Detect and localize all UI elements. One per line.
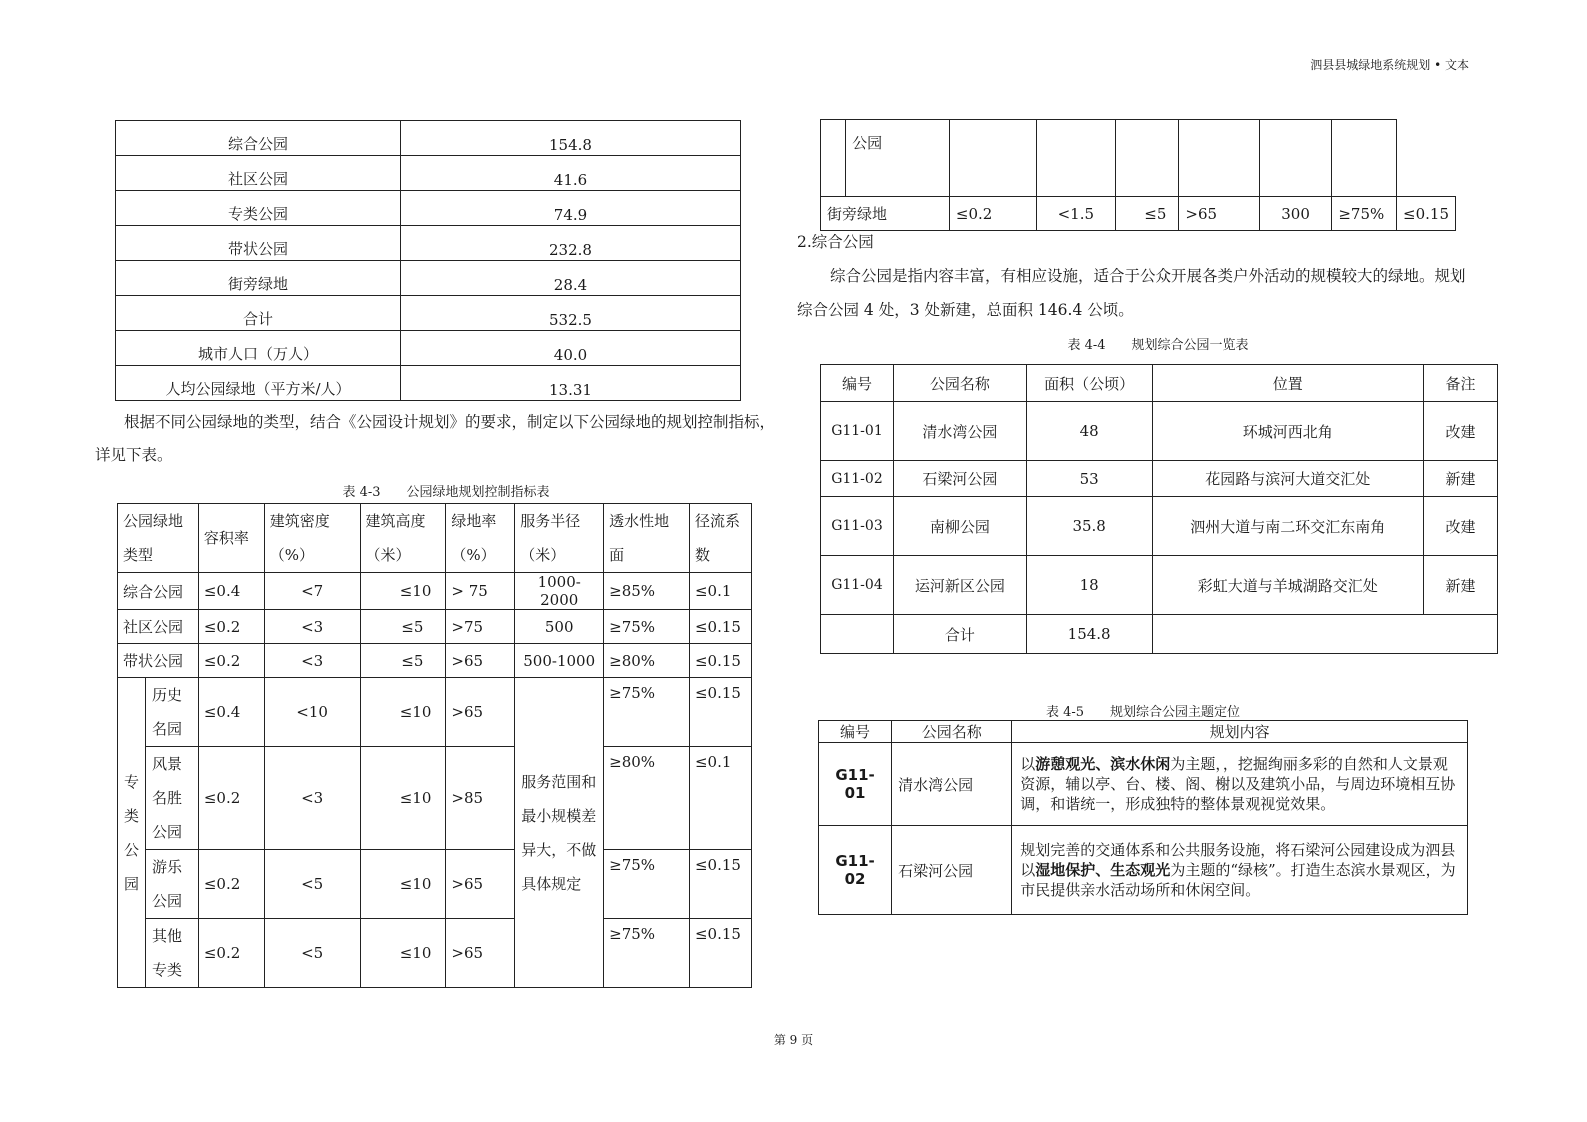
- row-label: 带状公园: [116, 226, 401, 261]
- cell: ≤0.4: [198, 678, 264, 747]
- paragraph-1-line-2: 详见下表。: [95, 446, 173, 464]
- col-header-height: 建筑高度（米）: [360, 504, 446, 573]
- comprehensive-park-list-table: [820, 364, 1498, 654]
- cell: 街旁绿地: [821, 197, 950, 231]
- cell: <5: [264, 919, 360, 988]
- cell-name: 清水湾公园: [892, 743, 1012, 826]
- control-index-table-continued: [820, 119, 1456, 231]
- table-row: [118, 678, 752, 747]
- col-header-name: 公园名称: [892, 721, 1012, 743]
- table-row: [118, 747, 752, 850]
- cell: ≥75%: [604, 919, 690, 988]
- row-value: 28.4: [401, 261, 741, 296]
- cell: [821, 615, 894, 654]
- cell: 运河新区公园: [893, 556, 1026, 615]
- cell: ≤5: [360, 610, 446, 644]
- cell: 风景名胜公园: [145, 747, 198, 850]
- table-row: [116, 331, 741, 366]
- cell: ≤0.15: [689, 678, 751, 747]
- cell: ≤0.2: [198, 610, 264, 644]
- cell: >65: [446, 850, 515, 919]
- cell: 300: [1259, 197, 1332, 231]
- table-row: [118, 850, 752, 919]
- cell: ≥80%: [604, 747, 690, 850]
- cell: ≤0.15: [1397, 197, 1456, 231]
- cell: <1.5: [1036, 197, 1115, 231]
- cell: ≤10: [360, 850, 446, 919]
- park-theme-table: [818, 720, 1468, 915]
- cell: ≤10: [360, 573, 446, 610]
- cell: ≤0.15: [689, 850, 751, 919]
- cell: G11-01: [821, 402, 894, 461]
- col-header-area: 面积（公顷）: [1026, 365, 1152, 402]
- cell: [1332, 120, 1397, 197]
- park-control-index-table: [117, 503, 752, 988]
- cell: 改建: [1424, 402, 1498, 461]
- cell: ≥80%: [604, 644, 690, 678]
- row-label: 街旁绿地: [116, 261, 401, 296]
- cell: [821, 120, 846, 197]
- cell: ≤0.15: [689, 919, 751, 988]
- cell: ≤0.4: [198, 573, 264, 610]
- cell: >65: [446, 644, 515, 678]
- cell: ≤0.15: [689, 610, 751, 644]
- cell: 环城河西北角: [1152, 402, 1424, 461]
- cell: [949, 120, 1036, 197]
- text: 为主题的“绿核”。打造生态滨水景观区，为市民提供亲水活动场所和休闲空间。: [1020, 861, 1456, 899]
- cell: >85: [446, 747, 515, 850]
- paragraph-2-line-2: 综合公园 4 处，3 处新建，总面积 146.4 公顷。: [797, 301, 1134, 319]
- cell: G11-04: [821, 556, 894, 615]
- cell: ≥75%: [604, 610, 690, 644]
- text: 为主题，，挖掘绚丽多彩的自然和人文景观资源，辅以亭、台、楼、阁、榭以及建筑小品，与周边环境相互协调，和谐统一，形成独特的整体景观视觉效果。: [1020, 755, 1456, 813]
- cell: ≥75%: [1332, 197, 1397, 231]
- cell: [1036, 120, 1115, 197]
- text: 规划完善的交通体系和公共服务设施，将石梁河公园建设成为泗县以: [1020, 841, 1456, 879]
- cell: <5: [264, 850, 360, 919]
- table-row: [116, 121, 741, 156]
- cell: ≤0.2: [198, 644, 264, 678]
- table-row: [821, 497, 1498, 556]
- row-value: 13.31: [401, 366, 741, 401]
- row-value: 232.8: [401, 226, 741, 261]
- cell: 花园路与滨河大道交汇处: [1152, 461, 1424, 497]
- paragraph-1-line-1: 根据不同公园绿地的类型，结合《公园设计规划》的要求，制定以下公园绿地的规划控制指标，: [124, 413, 776, 431]
- table-row: [118, 573, 752, 610]
- cell: 南柳公园: [893, 497, 1026, 556]
- col-header-code: 编号: [819, 721, 892, 743]
- page-number: 第 9 页: [773, 1033, 814, 1047]
- cell: <7: [264, 573, 360, 610]
- row-value: 532.5: [401, 296, 741, 331]
- total-value: 154.8: [1026, 615, 1152, 654]
- table-row: [819, 743, 1468, 826]
- table-row: [821, 197, 1456, 231]
- cell: 新建: [1424, 461, 1498, 497]
- row-label: 合计: [116, 296, 401, 331]
- table-row: [116, 191, 741, 226]
- table-row: [116, 366, 741, 401]
- row-value: 154.8: [401, 121, 741, 156]
- park-area-summary-table: [115, 120, 741, 401]
- table-row: [821, 556, 1498, 615]
- cell: ≤10: [360, 919, 446, 988]
- table-row: [118, 610, 752, 644]
- cell: ≤5: [360, 644, 446, 678]
- cell: 公园: [846, 120, 950, 197]
- cell: > 75: [446, 573, 515, 610]
- cell: 清水湾公园: [893, 402, 1026, 461]
- cell: <10: [264, 678, 360, 747]
- cell: ≤0.1: [689, 573, 751, 610]
- row-value: 74.9: [401, 191, 741, 226]
- paragraph-2-line-1: 综合公园是指内容丰富，有相应设施，适合于公众开展各类户外活动的规模较大的绿地。规划: [830, 267, 1466, 285]
- table-4-5-caption: 表 4-5 规划综合公园主题定位: [1045, 705, 1241, 720]
- section-2-title: 2.综合公园: [797, 233, 874, 251]
- cell: >65: [446, 678, 515, 747]
- cell: ≥75%: [604, 850, 690, 919]
- row-label: 专类公园: [116, 191, 401, 226]
- cell: 35.8: [1026, 497, 1152, 556]
- cell: 游乐公园: [145, 850, 198, 919]
- cell: 其他专类: [145, 919, 198, 988]
- col-header-far: 容积率: [198, 504, 264, 573]
- cell-name: 石梁河公园: [892, 826, 1012, 915]
- table-row: [118, 919, 752, 988]
- cell: ≥85%: [604, 573, 690, 610]
- cell: 18: [1026, 556, 1152, 615]
- row-value: 40.0: [401, 331, 741, 366]
- table-row: [118, 644, 752, 678]
- cell-content: [1012, 743, 1468, 826]
- col-header-note: 备注: [1424, 365, 1498, 402]
- table-row: [116, 261, 741, 296]
- cell: ≤0.2: [198, 850, 264, 919]
- cell: >75: [446, 610, 515, 644]
- row-label: 城市人口（万人）: [116, 331, 401, 366]
- col-header-type: 公园绿地类型: [118, 504, 199, 573]
- table-row: [819, 826, 1468, 915]
- cell: 综合公园: [118, 573, 199, 610]
- running-header: 泗县县城绿地系统规划 • 文本: [1310, 58, 1469, 72]
- cell: <3: [264, 644, 360, 678]
- table-row-total: [821, 615, 1498, 654]
- col-header-green-rate: 绿地率（%）: [446, 504, 515, 573]
- cell: >65: [1179, 197, 1259, 231]
- cell: 500-1000: [515, 644, 604, 678]
- cell-code: G11-02: [819, 826, 892, 915]
- col-header-density: 建筑密度（%）: [264, 504, 360, 573]
- table-row: [116, 226, 741, 261]
- cell: 1000-2000: [515, 573, 604, 610]
- cell-code: G11-01: [819, 743, 892, 826]
- special-service-note: 服务范围和最小规模差异大，不做具体规定: [515, 678, 604, 988]
- cell: 彩虹大道与羊城湖路交汇处: [1152, 556, 1424, 615]
- cell: [1115, 120, 1179, 197]
- col-header-code: 编号: [821, 365, 894, 402]
- cell: ≤0.15: [689, 644, 751, 678]
- special-park-group-label: 专类公园: [118, 678, 146, 988]
- cell: ≥75%: [604, 678, 690, 747]
- emphasis-text: 湿地保护、生态观光: [1035, 861, 1171, 879]
- cell: ≤0.2: [198, 747, 264, 850]
- cell: [1259, 120, 1332, 197]
- cell: 48: [1026, 402, 1152, 461]
- table-row: [821, 402, 1498, 461]
- total-label: 合计: [893, 615, 1026, 654]
- row-label: 人均公园绿地（平方米/人）: [116, 366, 401, 401]
- cell: ≤10: [360, 747, 446, 850]
- cell: 53: [1026, 461, 1152, 497]
- cell: [1152, 615, 1497, 654]
- cell: 石梁河公园: [893, 461, 1026, 497]
- table-row: [116, 296, 741, 331]
- cell: [1179, 120, 1259, 197]
- col-header-radius: 服务半径（米）: [515, 504, 604, 573]
- cell: G11-02: [821, 461, 894, 497]
- text: 以: [1020, 755, 1036, 773]
- cell: 新建: [1424, 556, 1498, 615]
- cell: ≤0.2: [949, 197, 1036, 231]
- col-header-permeable: 透水性地面: [604, 504, 690, 573]
- col-header-content: 规划内容: [1012, 721, 1468, 743]
- cell: ≤5: [1115, 197, 1179, 231]
- cell: 带状公园: [118, 644, 199, 678]
- col-header-location: 位置: [1152, 365, 1424, 402]
- cell: 改建: [1424, 497, 1498, 556]
- row-value: 41.6: [401, 156, 741, 191]
- cell: 历史名园: [145, 678, 198, 747]
- row-label: 社区公园: [116, 156, 401, 191]
- cell: 社区公园: [118, 610, 199, 644]
- table-row: [116, 156, 741, 191]
- emphasis-text: 游憩观光、滨水休闲: [1035, 755, 1171, 773]
- cell: <3: [264, 610, 360, 644]
- cell: ≤0.2: [198, 919, 264, 988]
- cell: 500: [515, 610, 604, 644]
- table-4-4-caption: 表 4-4 规划综合公园一览表: [1067, 338, 1249, 353]
- cell: 泗州大道与南二环交汇东南角: [1152, 497, 1424, 556]
- cell: ≤10: [360, 678, 446, 747]
- col-header-runoff: 径流系数: [689, 504, 751, 573]
- col-header-name: 公园名称: [893, 365, 1026, 402]
- row-label: 综合公园: [116, 121, 401, 156]
- cell: G11-03: [821, 497, 894, 556]
- cell: ≤0.1: [689, 747, 751, 850]
- table-row: [821, 461, 1498, 497]
- cell-content: [1012, 826, 1468, 915]
- table-4-3-caption: 表 4-3 公园绿地规划控制指标表: [342, 485, 550, 500]
- cell: <3: [264, 747, 360, 850]
- cell: >65: [446, 919, 515, 988]
